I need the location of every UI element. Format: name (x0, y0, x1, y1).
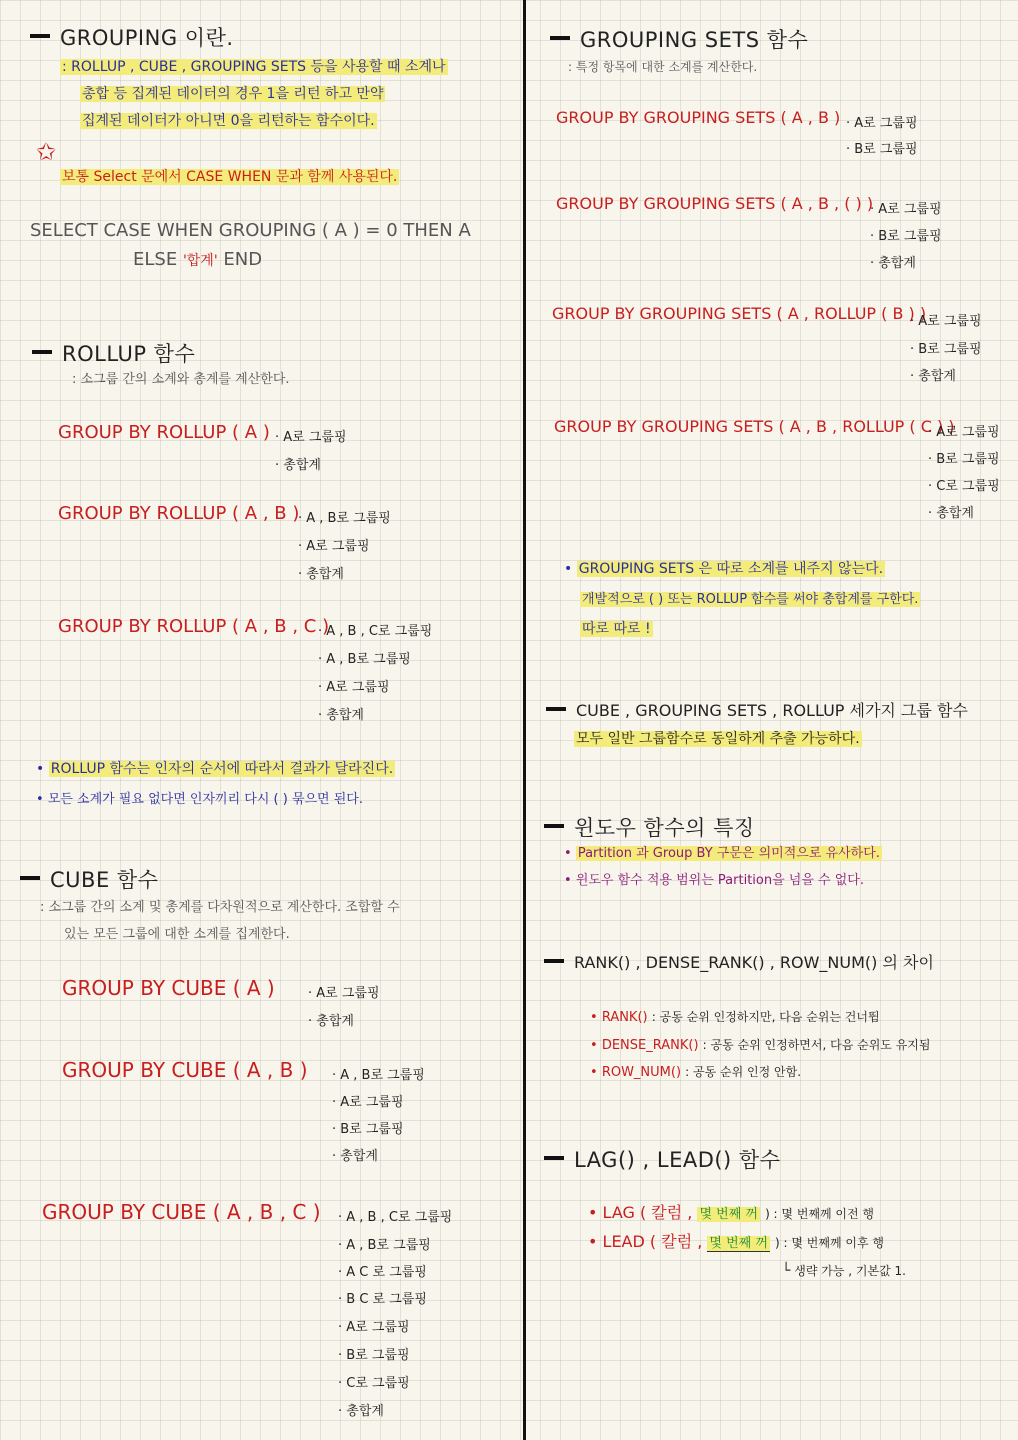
rank-item-1: • RANK() : 공동 순위 인정하지만, 다음 순위는 건너뜀 (590, 1010, 880, 1025)
gs-note-2-text: 개발적으로 ( ) 또는 ROLLUP 함수를 써야 총합계를 구한다. (582, 592, 919, 607)
gs-ex4-item-3: · C로 그룹핑 (928, 479, 1000, 494)
lead-fn: LEAD ( 칼럼 , (602, 1232, 703, 1251)
rank-item-2-desc: : 공동 순위 인정하면서, 다음 순위도 유지됨 (702, 1038, 931, 1052)
three-funcs-line-2 (574, 728, 862, 748)
rollup-ex2-code: GROUP BY ROLLUP ( A , B ) (58, 503, 300, 524)
gs-ex2-item-3: · 총합계 (870, 256, 916, 271)
rollup-ex2-item-1: · A , B로 그룹핑 (298, 511, 391, 526)
lag-title: LAG() , LEAD() 함수 (574, 1148, 781, 1172)
corner-arrow-icon: └ (782, 1263, 791, 1279)
gs-ex2-item-1: · A로 그룹핑 (870, 202, 942, 217)
rollup-ex2-item-3: · 총합계 (298, 567, 344, 582)
dash-icon (20, 876, 40, 880)
rank-item-3-desc: : 공동 순위 인정 안함. (685, 1065, 802, 1079)
lag-heading (544, 1144, 781, 1174)
rank-item-3-name: ROW_NUM() (601, 1065, 682, 1080)
gs-ex3-code: GROUP BY GROUPING SETS ( A , ROLLUP ( B ) ) (552, 304, 927, 323)
rank-item-3: • ROW_NUM() : 공동 순위 인정 안함. (590, 1065, 802, 1080)
grouping-heading (30, 22, 234, 52)
grouping-sql-line-1: SELECT CASE WHEN GROUPING ( A ) = 0 THEN A (30, 220, 471, 241)
rollup-note-2-text: 모든 소계가 필요 없다면 인자끼리 다시 ( ) 묶으면 된다. (47, 792, 363, 807)
rank-item-1-name: RANK() (601, 1010, 648, 1025)
window-item-1-text: Partition 과 Group BY 구문은 의미적으로 유사하다. (577, 846, 880, 861)
window-item-2: • 윈도우 함수 적용 범위는 Partition을 넘을 수 없다. (564, 873, 864, 888)
sql-total: '합계' (182, 253, 218, 269)
rollup-ex3-item-1: · A , B , C로 그룹핑 (318, 624, 433, 639)
omit-note (782, 1262, 906, 1279)
rank-item-2-name: DENSE_RANK() (601, 1038, 699, 1053)
sql-end: END (223, 249, 263, 270)
grouping-desc-2-text: 총합 등 집계된 데이터의 경우 1을 리턴 하고 만약 (82, 86, 384, 102)
cube-ex2-item-3: · B로 그룹핑 (332, 1122, 404, 1137)
grouping-desc-1 (60, 56, 448, 76)
gs-ex2-item-2: · B로 그룹핑 (870, 229, 942, 244)
rollup-note-1: • ROLLUP 함수는 인자의 순서에 따라서 결과가 달라진다. (36, 761, 394, 777)
gs-note-1: • GROUPING SETS 은 따로 소계를 내주지 않는다. (564, 561, 884, 577)
rollup-ex1-item-1: · A로 그룹핑 (275, 430, 347, 445)
cube-ex3-item-2: · A , B로 그룹핑 (338, 1238, 431, 1253)
cube-ex2-item-1: · A , B로 그룹핑 (332, 1068, 425, 1083)
lag-arg: 몇 번째 꺼 (699, 1207, 758, 1222)
gs-ex1-item-2: · B로 그룹핑 (846, 142, 918, 157)
lag-desc: ) : 몇 번째께 이전 행 (765, 1207, 875, 1221)
sql-else: ELSE (133, 249, 178, 270)
lag-fn: LAG ( 칼럼 , (602, 1203, 693, 1222)
gs-ex4-item-2: · B로 그룹핑 (928, 452, 1000, 467)
cube-title: CUBE 함수 (50, 868, 159, 892)
cube-ex1-code: GROUP BY CUBE ( A ) (62, 976, 275, 1000)
cube-ex1-item-1: · A로 그룹핑 (308, 986, 380, 1001)
window-item-1: • Partition 과 Group BY 구문은 의미적으로 유사하다. (564, 846, 880, 861)
lead-line: • LEAD ( 칼럼 , 몇 번째 꺼 ) : 몇 번째께 이후 행 (588, 1232, 884, 1251)
rollup-ex1-item-2: · 총합계 (275, 458, 321, 473)
column-divider (523, 0, 526, 1440)
three-funcs-line-2-text: 모두 일반 그룹함수로 동일하게 추출 가능하다. (576, 731, 860, 747)
rollup-note-2: • 모든 소계가 필요 없다면 인자끼리 다시 ( ) 묶으면 된다. (36, 792, 363, 807)
gs-ex4-item-1: · A로 그룹핑 (928, 425, 1000, 440)
lead-desc: ) : 몇 번째께 이후 행 (775, 1236, 884, 1250)
gs-ex1-code: GROUP BY GROUPING SETS ( A , B ) (556, 108, 841, 127)
dash-icon (544, 1156, 564, 1160)
grouping-sets-desc: : 특정 항목에 대한 소계를 계산한다. (568, 60, 758, 74)
rollup-ex1-code: GROUP BY ROLLUP ( A ) (58, 422, 270, 443)
gs-ex3-item-3: · 총합계 (910, 369, 956, 384)
cube-ex2-item-2: · A로 그룹핑 (332, 1095, 404, 1110)
grouping-sets-title: GROUPING SETS 함수 (580, 28, 809, 52)
rollup-heading (32, 338, 195, 368)
gs-note-3 (580, 618, 653, 638)
rank-heading (544, 950, 934, 973)
star-icon: ✩ (36, 138, 57, 166)
grouping-sets-heading (550, 24, 808, 54)
three-funcs-line-1 (546, 698, 968, 721)
grouping-desc-2 (80, 83, 385, 103)
rollup-ex3-item-3: · A로 그룹핑 (318, 680, 390, 695)
grouping-sql-line-2 (133, 249, 262, 270)
gs-note-3-text: 따로 따로 ! (582, 621, 651, 637)
gs-ex4-item-4: · 총합계 (928, 506, 974, 521)
three-funcs-line-1-text: CUBE , GROUPING SETS , ROLLUP 세가지 그룹 함수 (576, 701, 968, 720)
gs-ex2-code: GROUP BY GROUPING SETS ( A , B , ( ) ) (556, 194, 874, 213)
rank-item-1-desc: : 공동 순위 인정하지만, 다음 순위는 건너뜀 (651, 1010, 880, 1024)
dash-icon (32, 350, 52, 354)
rank-title: RANK() , DENSE_RANK() , ROW_NUM() 의 차이 (574, 953, 934, 972)
dash-icon (544, 959, 564, 963)
dash-icon (30, 34, 50, 38)
grouping-title: GROUPING 이란. (60, 26, 234, 50)
cube-ex3-item-3: · A C 로 그룹핑 (338, 1265, 427, 1280)
gs-ex4-code: GROUP BY GROUPING SETS ( A , B , ROLLUP ( C ) ) (554, 417, 955, 436)
rollup-ex3-item-4: · 총합계 (318, 708, 364, 723)
grouping-desc-3-text: 집계된 데이터가 아니면 0을 리턴하는 함수이다. (82, 113, 375, 129)
grouping-desc-3 (80, 110, 377, 130)
gs-note-1-text: GROUPING SETS 은 따로 소계를 내주지 않는다. (578, 561, 884, 577)
cube-ex1-item-2: · 총합계 (308, 1014, 354, 1029)
cube-ex3-item-6: · B로 그룹핑 (338, 1348, 410, 1363)
rank-item-2: • DENSE_RANK() : 공동 순위 인정하면서, 다음 순위도 유지됨 (590, 1038, 931, 1053)
cube-heading (20, 864, 158, 894)
gs-ex1-item-1: · A로 그룹핑 (846, 116, 918, 131)
dash-icon (544, 824, 564, 828)
cube-ex3-item-1: · A , B , C로 그룹핑 (338, 1210, 453, 1225)
lead-arg: 몇 번째 꺼 (709, 1236, 768, 1251)
rollup-desc: : 소그룹 간의 소계와 총계를 계산한다. (72, 372, 290, 387)
cube-ex3-item-7: · C로 그룹핑 (338, 1376, 410, 1391)
gs-ex3-item-1: · A로 그룹핑 (910, 314, 982, 329)
cube-desc-2: 있는 모든 그룹에 대한 소계를 집계한다. (64, 927, 290, 942)
window-title: 윈도우 함수의 특징 (574, 816, 755, 840)
dash-icon (550, 36, 570, 40)
grouping-star-note-text: 보통 Select 문에서 CASE WHEN 문과 함께 사용된다. (62, 169, 398, 185)
grouping-star-note (60, 166, 399, 186)
rollup-title: ROLLUP 함수 (62, 342, 196, 366)
window-item-2-text: 윈도우 함수 적용 범위는 Partition을 넘을 수 없다. (575, 873, 864, 888)
dash-icon (546, 707, 566, 711)
cube-ex2-code: GROUP BY CUBE ( A , B ) (62, 1058, 308, 1082)
lag-line: • LAG ( 칼럼 , 몇 번째 꺼 ) : 몇 번째께 이전 행 (588, 1203, 875, 1222)
cube-ex3-item-4: · B C 로 그룹핑 (338, 1292, 427, 1307)
rollup-note-1-text: ROLLUP 함수는 인자의 순서에 따라서 결과가 달라진다. (50, 761, 394, 777)
cube-ex3-item-8: · 총합계 (338, 1404, 384, 1419)
cube-ex2-item-4: · 총합계 (332, 1149, 378, 1164)
cube-desc-1: : 소그룹 간의 소계 및 총계를 다차원적으로 계산한다. 조합할 수 (40, 900, 400, 915)
rollup-ex2-item-2: · A로 그룹핑 (298, 539, 370, 554)
cube-ex3-item-5: · A로 그룹핑 (338, 1320, 410, 1335)
gs-ex3-item-2: · B로 그룹핑 (910, 342, 982, 357)
omit-note-text: 생략 가능 , 기본값 1. (794, 1264, 906, 1278)
window-heading (544, 812, 755, 842)
rollup-ex3-code: GROUP BY ROLLUP ( A , B , C ) (58, 616, 330, 637)
gs-note-2 (580, 588, 920, 607)
rollup-ex3-item-2: · A , B로 그룹핑 (318, 652, 411, 667)
grouping-desc-1-text: : ROLLUP , CUBE , GROUPING SETS 등을 사용할 때 소계나 (62, 59, 446, 75)
cube-ex3-code: GROUP BY CUBE ( A , B , C ) (42, 1200, 321, 1224)
